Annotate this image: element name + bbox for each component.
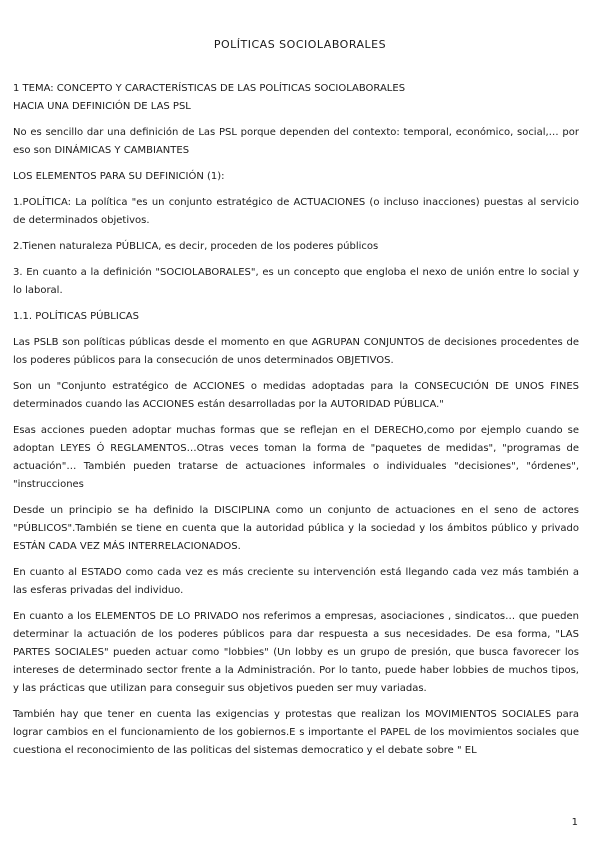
- paragraph: LOS ELEMENTOS PARA SU DEFINICIÓN (1):: [13, 171, 225, 182]
- paragraph: Desde un principio se ha definido la DISCIPLINA como un conjunto de actuaciones en el seno de actores "PÚBLICOS".También se tiene en cuenta que la autoridad pública y la sociedad y los ámbitos público y privado ESTÁN CADA VEZ MÁS INTERRELACIONADOS.: [13, 505, 579, 552]
- page-number: 1: [571, 817, 578, 828]
- paragraph: No es sencillo dar una definición de Las PSL porque dependen del contexto: temporal, económico, social,… por eso son DINÁMICAS Y CAMBIANTES: [13, 127, 579, 156]
- section-heading: 1 TEMA: CONCEPTO Y CARACTERÍSTICAS DE LAS POLÍTICAS SOCIOLABORALES: [13, 83, 406, 94]
- paragraph: En cuanto a los ELEMENTOS DE LO PRIVADO nos referimos a empresas, asociaciones , sindicatos… que pueden determinar la actuación de los poderes públicos para dar respuesta a sus necesidades. De esa forma, "LAS PARTES SOCIALES" pueden actuar como "lobbies" (Un lobby es un grupo de presión, que busca favorecer los intereses de determinado sector frente a la Administración. Por lo tanto, puede haber lobbies de muchos tipos, y las prácticas que utilizan para conseguir sus objetivos pueden ser muy variadas.: [13, 611, 579, 694]
- paragraph: En cuanto al ESTADO como cada vez es más creciente su intervención está llegando cada vez más también a las esferas privadas del individuo.: [13, 567, 579, 596]
- subsection-heading: 1.1. POLÍTICAS PÚBLICAS: [13, 311, 139, 322]
- document-body: [13, 80, 579, 768]
- paragraph: Esas acciones pueden adoptar muchas formas que se reflejan en el DERECHO,como por ejemplo cuando se adoptan LEYES Ó REGLAMENTOS…Otras veces toman la forma de "paquetes de medidas", "programas de actuación"… También pueden tratarse de actuaciones informales o individuales "decisiones", "órdenes", "instrucciones: [13, 425, 579, 490]
- paragraph: 1.POLÍTICA: La política "es un conjunto estratégico de ACTUACIONES (o incluso inacciones) puestas al servicio de determinados objetivos.: [13, 197, 579, 226]
- paragraph: Son un "Conjunto estratégico de ACCIONES o medidas adoptadas para la CONSECUCIÓN DE UNOS FINES determinados cuando las ACCIONES están desarrolladas por la AUTORIDAD PÚBLICA.": [13, 381, 579, 410]
- paragraph: Las PSLB son políticas públicas desde el momento en que AGRUPAN CONJUNTOS de decisiones procedentes de los poderes públicos para la consecución de unos determinados OBJETIVOS.: [13, 337, 579, 366]
- subsection-heading: HACIA UNA DEFINICIÓN DE LAS PSL: [13, 101, 191, 112]
- paragraph: 2.Tienen naturaleza PÚBLICA, es decir, proceden de los poderes públicos: [13, 241, 379, 252]
- paragraph: 3. En cuanto a la definición "SOCIOLABORALES", es un concepto que engloba el nexo de unión entre lo social y lo laboral.: [13, 267, 579, 296]
- paragraph: También hay que tener en cuenta las exigencias y protestas que realizan los MOVIMIENTOS SOCIALES para lograr cambios en el funcionamiento de los gobiernos.E s importante el PAPEL de los movimientos sociales que cuestiona el reconocimiento de las politicas del sistemas democratico y el debate sobre " EL: [13, 709, 579, 756]
- document-title: POLÍTICAS SOCIOLABORALES: [213, 38, 387, 51]
